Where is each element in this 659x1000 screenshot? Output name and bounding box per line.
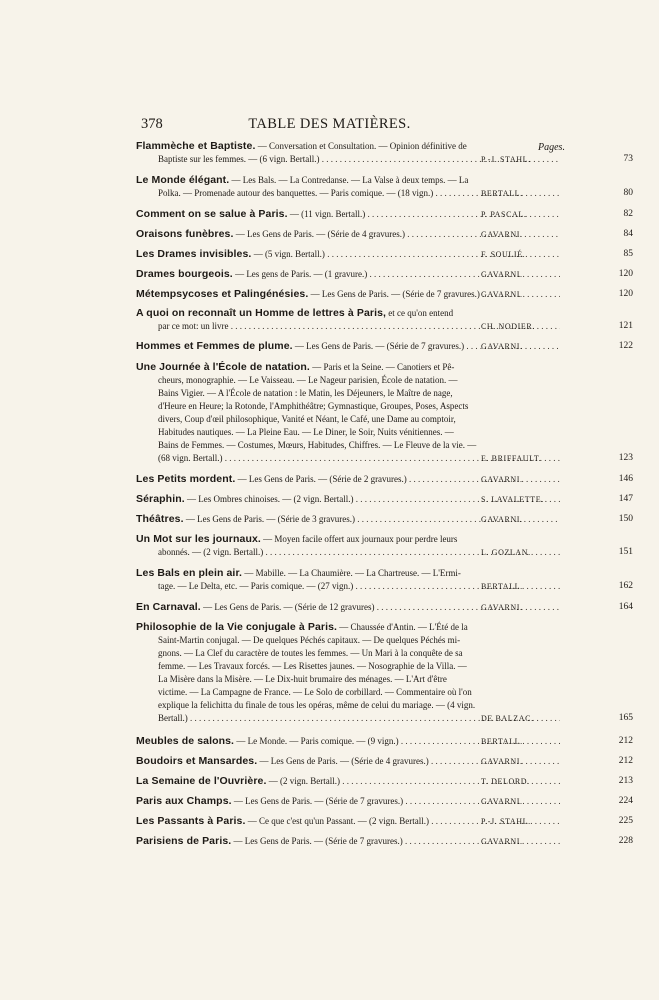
toc-entry-description: — Les Gens de Paris. — (Série de 7 gravures.) (292, 341, 465, 351)
toc-entry-author: GAVARNI. (481, 515, 523, 524)
toc-entry-description: — Les Gens de Paris. — (Série de 7 gravures.) (231, 796, 404, 806)
page-title: TABLE DES MATIÈRES. (248, 116, 411, 132)
toc-entry-author: P.-J. STAHL. (481, 817, 531, 826)
toc-entry-author: BERTALL. (481, 737, 523, 746)
toc-entry-page: 150 (618, 514, 633, 524)
toc-entry-title: Les Petits mordent. (136, 473, 236, 485)
toc-entry (136, 208, 632, 221)
toc-entry-description: — Moyen facile offert aux journaux pour perdre leurs (260, 534, 458, 544)
toc-entry-title: Flammèche et Baptiste. (136, 140, 256, 152)
toc-entry-author: GAVARNI. (481, 757, 523, 766)
toc-entry-page: 80 (623, 188, 633, 198)
toc-entry (136, 473, 632, 486)
toc-entry-page: 73 (623, 154, 633, 164)
toc-entry (136, 755, 632, 768)
toc-entry-author: DE BALZAC. (481, 714, 534, 723)
toc-entry (136, 601, 632, 614)
toc-entry-author: GAVARNI. (481, 475, 523, 484)
toc-entry-description: — Les Gens de Paris. — (Série de 7 gravures.) (231, 836, 403, 846)
toc-entry-title: Meubles de salons. (136, 735, 235, 747)
toc-entry-author: GAVARNI. (481, 342, 523, 351)
toc-entry-page: 213 (618, 776, 633, 786)
toc-entry-continuation: (68 vign. Bertall.) . . . (136, 452, 560, 465)
toc-entry-description: — Les Gens de Paris. — (Série de 4 gravures.) (257, 756, 429, 766)
toc-entry-first-line (136, 307, 560, 320)
toc-entry (136, 513, 632, 526)
toc-entry-first-line (136, 533, 560, 546)
toc-entry-description: — Les Gens de Paris. — (Série de 12 gravures) (200, 602, 375, 612)
toc-entry-page: 123 (618, 453, 633, 463)
toc-entry-author: GAVARNI. (481, 837, 523, 846)
toc-entry-continuation: victime. — La Campagne de France. — Le Solo de corbillard. — Commentaire où l'on (158, 687, 472, 697)
toc-entry-page: 224 (618, 796, 633, 806)
toc-entry (136, 567, 632, 593)
toc-entry-description: — Les Gens de Paris. — (Série de 2 gravures.) (235, 474, 407, 484)
toc-entry-description: — Paris et la Seine. — Canotiers et Pê- (309, 362, 455, 372)
toc-entry-page: 147 (618, 494, 633, 504)
toc-entry (136, 340, 632, 353)
toc-entry-title: Séraphin. (136, 493, 185, 505)
toc-entry-page: 212 (618, 736, 633, 746)
toc-entry-title: Boudoirs et Mansardes. (136, 755, 258, 767)
toc-entry-description: — Chaussée d'Antin. — L'Été de la (337, 622, 468, 632)
toc-entry-page: 85 (623, 249, 633, 259)
toc-entry-continuation: Saint-Martin conjugal. — De quelques Péchés capitaux. — De quelques Péchés mi- (158, 635, 461, 645)
pages-column-label: Pages. (538, 142, 565, 153)
toc-entry-author: GAVARNI. (481, 270, 523, 279)
toc-entry-continuation: Baptiste sur les femmes. — (6 vign. Bertall.) . . . (136, 153, 560, 166)
toc-entry-page: 120 (618, 269, 633, 279)
toc-entry-title: Hommes et Femmes de plume. (136, 340, 293, 352)
toc-entry-page: 165 (618, 713, 633, 723)
toc-entry-description: — Les Bals. — La Contredanse. — La Valse à deux temps. — La (229, 175, 469, 185)
toc-entry-continuation: La Misère dans la Misère. — Le Dix-huit brumaire des ménages. — L'Art d'être (158, 674, 447, 684)
toc-entry-title: En Carnaval. (136, 601, 201, 613)
toc-entry-first-line (136, 567, 560, 580)
toc-entry-description: et ce qu'on entend (386, 308, 454, 318)
toc-entry-description: — Conversation et Consultation. — Opinion définitive de (255, 141, 467, 151)
toc-entry-description: — (2 vign. Bertall.) (266, 776, 340, 786)
toc-entry-first-line (136, 174, 560, 187)
toc-entry-continuation: tage. — Le Delta, etc. — Paris comique. — (27 vign.) . . . (136, 580, 560, 593)
toc-entry-title: Les Bals en plein air. (136, 567, 243, 579)
toc-entry (136, 174, 632, 200)
toc-entry-page: 151 (618, 547, 633, 557)
toc-entry-continuation: Habitudes nautiques. — La Pleine Eau. — Le Diner, le Soir, Nuits vénitiennes. — (158, 427, 454, 437)
toc-entry-title: Paris aux Champs. (136, 795, 232, 807)
toc-entry (136, 835, 632, 848)
toc-entry-author: GAVARNI. (481, 230, 523, 239)
toc-entry-author: CH. NODIER. (481, 322, 535, 331)
toc-entry-first-line (136, 361, 560, 374)
toc-entry-description: — (5 vign. Bertall.) (251, 249, 325, 259)
toc-entry-title: Philosophie de la Vie conjugale à Paris. (136, 621, 338, 633)
toc-entry-description: — (11 vign. Bertall.) (287, 209, 366, 219)
toc-entry (136, 248, 632, 261)
toc-entry-author: GAVARNI. (481, 797, 523, 806)
toc-entry-title: Les Passants à Paris. (136, 815, 246, 827)
toc-entry-author: GAVARNI. (481, 603, 523, 612)
toc-entry-page: 164 (618, 602, 633, 612)
toc-entry-continuation: d'Heure en Heure; la Rotonde, l'Amphithéâtre; Gymnastique, Groupes, Poses, Aspects (158, 401, 469, 411)
toc-entry-continuation: Bertall.) . . . (136, 712, 560, 725)
toc-entry-title: Drames bourgeois. (136, 268, 233, 280)
toc-entry-continuation: explique la felichitta du finale de tous les opéras, même de celui du mariage. — (4 vign. (158, 700, 476, 710)
toc-entry-description: — Les Gens de Paris. — (Série de 4 gravures.) (233, 229, 405, 239)
toc-entry-page: 82 (623, 209, 633, 219)
toc-entry-description: — Le Monde. — Paris comique. — (9 vign.) (234, 736, 399, 746)
toc-entry (136, 815, 632, 828)
toc-entry (136, 533, 632, 559)
toc-entry-continuation: par ce mot: un livre . . . (136, 320, 560, 333)
toc-entry (136, 307, 632, 333)
toc-entry-title: Oraisons funèbres. (136, 228, 234, 240)
toc-entry-title: Le Monde élégant. (136, 174, 230, 186)
toc-entry-author: L. GOZLAN. (481, 548, 531, 557)
toc-entry-author: P. PASCAL. (481, 210, 527, 219)
toc-entry (136, 795, 632, 808)
toc-entry (136, 140, 632, 166)
toc-entry (136, 361, 632, 465)
toc-entry-author: GAVARNI. (481, 290, 523, 299)
toc-entry-title: A quoi on reconnaît un Homme de lettres à Paris, (136, 307, 387, 319)
toc-entry (136, 288, 632, 301)
toc-entry-description: — Mabille. — La Chaumière. — La Chartreuse. — L'Ermi- (242, 568, 461, 578)
toc-entry-continuation: Bains de Femmes. — Costumes, Mœurs, Habitudes, Chiffres. — Le Fleuve de la vie. — (158, 440, 477, 450)
page-number: 378 (141, 116, 163, 132)
toc-entry (136, 775, 632, 788)
toc-entry-page: 84 (623, 229, 633, 239)
toc-entry (136, 493, 632, 506)
toc-entry-page: 228 (618, 836, 633, 846)
toc-entry-title: Théâtres. (136, 513, 184, 525)
toc-entry-description: — Les Ombres chinoises. — (2 vign. Bertall.) (184, 494, 354, 504)
toc-entry (136, 268, 632, 281)
toc-entry-page: 162 (618, 581, 633, 591)
toc-entry-page: 122 (618, 341, 633, 351)
toc-entry-page: 225 (618, 816, 633, 826)
toc-entry-author: BERTALL. (481, 189, 523, 198)
toc-entry-description: — Les Gens de Paris. — (Série de 3 gravures.) (183, 514, 356, 524)
toc-entry-page: 120 (618, 289, 633, 299)
toc-entry-author: BERTALL. (481, 582, 523, 591)
toc-entry-title: Un Mot sur les journaux. (136, 533, 261, 545)
toc-entry-author: F. SOULIÉ. (481, 250, 526, 259)
toc-entry (136, 621, 632, 725)
toc-entry-first-line (136, 621, 560, 634)
toc-entry-description: — Ce que c'est qu'un Passant. — (2 vign. Bertall.) (245, 816, 429, 826)
toc-entry-author: E. BRIFFAULT. (481, 454, 542, 463)
toc-entry-continuation: cheurs, monographie. — Le Vaisseau. — Le Nageur parisien, École de natation. — (158, 375, 458, 385)
toc-entry-description: — Les gens de Paris. — (1 gravure.) (232, 269, 368, 279)
toc-entry-page: 121 (618, 321, 633, 331)
toc-entry-continuation: abonnés. — (2 vign. Bertall.) . . . (136, 546, 560, 559)
toc-entry-page: 146 (618, 474, 633, 484)
page-header (0, 116, 659, 136)
toc-entry-author: P.-J. STAHL. (481, 155, 531, 164)
toc-entry-continuation: Bains Vigier. — A l'École de natation : le Matin, les Déjeuners, le Maître de nage, (158, 388, 453, 398)
toc-entry-continuation: femme. — Les Travaux forcés. — Les Risettes jaunes. — Nosographie de la Villa. — (158, 661, 467, 671)
toc-entry-first-line (136, 140, 560, 153)
toc-entry-title: Une Journée à l'École de natation. (136, 361, 310, 373)
toc-entry-title: Comment on se salue à Paris. (136, 208, 288, 220)
toc-entry-title: Métempsycoses et Palingénésies. (136, 288, 309, 300)
toc-entry-title: La Semaine de l'Ouvrière. (136, 775, 267, 787)
toc-entry (136, 735, 632, 748)
toc-entry-title: Parisiens de Paris. (136, 835, 232, 847)
toc-entry-title: Les Drames invisibles. (136, 248, 252, 260)
toc-entry-author: T. DELORD. (481, 777, 530, 786)
toc-entry-continuation: gnons. — La Clef du caractère de toutes les femmes. — Un Mari à la conquête de sa (158, 648, 463, 658)
toc-entry-continuation: Polka. — Promenade autour des banquettes. — Paris comique. — (18 vign.) . . . (136, 187, 560, 200)
toc-entry-page: 212 (618, 756, 633, 766)
toc-entry (136, 228, 632, 241)
toc-entry-author: S. LAVALETTE. (481, 495, 544, 504)
toc-entry-continuation: divers, Coup d'œil philosophique, Vanité et Néant, le Café, une Dame au comptoir, (158, 414, 456, 424)
toc-entry-description: — Les Gens de Paris. — (Série de 7 gravures.) (308, 289, 480, 299)
